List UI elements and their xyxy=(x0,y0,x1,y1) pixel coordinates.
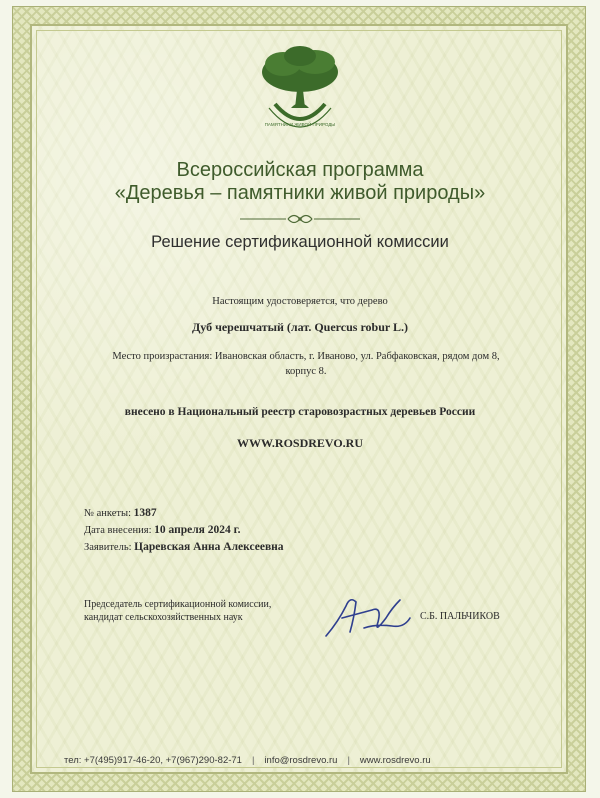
form-number-label: № анкеты: xyxy=(84,508,131,519)
footer-phones: тел: +7(495)917-46-20, +7(967)290-82-71 xyxy=(64,755,242,766)
chairman-title-line-1: Председатель сертификационной комиссии, xyxy=(84,599,272,610)
program-title-line2: «Деревья – памятники живой природы» xyxy=(114,182,486,204)
footer-site[interactable]: www.rosdrevo.ru xyxy=(359,755,431,766)
location-line-2: корпус 8. xyxy=(285,366,327,377)
entry-date-value: 10 апреля 2024 г. xyxy=(154,524,241,536)
divider-ornament-icon xyxy=(240,212,360,226)
chairman-title-line-2: кандидат сельскохозяйственных наук xyxy=(84,612,243,623)
footer-email[interactable]: info@rosdrevo.ru xyxy=(264,755,338,766)
applicant-line xyxy=(84,541,284,553)
form-number-value: 1387 xyxy=(133,507,157,519)
form-number-line xyxy=(84,507,157,519)
signer-name: С.Б. ПАЛЬЧИКОВ xyxy=(420,611,500,622)
applicant-label: Заявитель: xyxy=(84,542,132,553)
chairman-title xyxy=(84,598,334,624)
tree-name: Дуб черешчатый (лат. Quercus robur L.) xyxy=(191,320,409,334)
registry-statement: внесено в Национальный реестр старовозрастных деревьев России xyxy=(124,406,476,418)
entry-date-line xyxy=(84,524,240,536)
program-title-line1: Всероссийская программа xyxy=(176,159,424,181)
location-line-1: Место произрастания: Ивановская область, г. Иваново, ул. Рабфаковская, рядом дом 8, xyxy=(112,351,500,362)
website-text: WWW.ROSDREVO.RU xyxy=(237,436,363,450)
applicant-value: Царевская Анна Алексеевна xyxy=(134,541,284,553)
logo-caption: ПАМЯТНИКИ ЖИВОЙ ПРИРОДЫ xyxy=(264,122,336,127)
handwritten-signature xyxy=(320,588,415,643)
footer-separator: | xyxy=(347,755,350,766)
footer-separator: | xyxy=(251,755,255,766)
commission-decision-heading: Решение сертификационной комиссии xyxy=(151,233,449,251)
location-text xyxy=(96,349,516,379)
tree-logo-icon xyxy=(255,42,345,142)
certify-intro: Настоящим удостоверяется, что дерево xyxy=(212,296,388,307)
contact-footer xyxy=(64,755,544,766)
entry-date-label: Дата внесения: xyxy=(84,525,152,536)
